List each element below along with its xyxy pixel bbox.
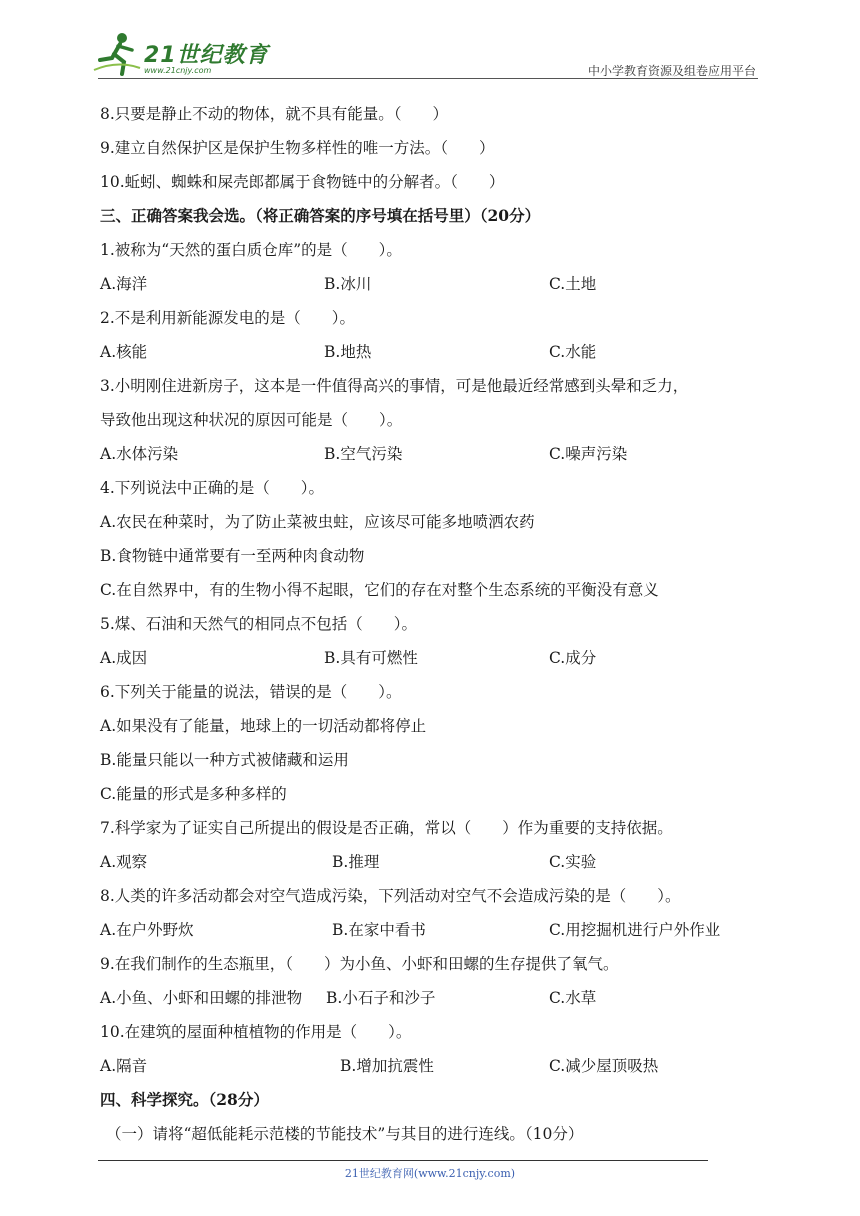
q1-option-b: B.冰川 [324,275,372,293]
q10-option-b: B.增加抗震性 [340,1057,434,1075]
judge-q9: 9.建立自然保护区是保护生物多样性的唯一方法。（ ） [100,139,495,157]
q3-option-a: A.水体污染 [100,445,179,463]
q9-stem: 9.在我们制作的生态瓶里，（ ）为小鱼、小虾和田螺的生存提供了氧气。 [100,955,619,973]
q7-option-a: A.观察 [100,853,148,871]
section-4-title: 四、科学探究。（28分） [100,1090,269,1109]
q4-stem: 4.下列说法中正确的是（ ）。 [100,479,325,497]
q3-stem-line1: 3.小明刚住进新房子，这本是一件值得高兴的事情，可是他最近经常感到头晕和乏力， [100,377,689,395]
q3-option-c: C.噪声污染 [549,445,628,463]
judge-q10: 10.蚯蚓、蜘蛛和屎壳郎都属于食物链中的分解者。（ ） [100,173,505,191]
q10-option-c: C.减少屋顶吸热 [549,1057,659,1075]
q4-option-a: A.农民在种菜时，为了防止菜被虫蛀，应该尽可能多地喷洒农药 [100,513,535,531]
q6-option-a: A.如果没有了能量，地球上的一切活动都将停止 [100,717,427,735]
section-3-title: 三、正确答案我会选。（将正确答案的序号填在括号里）（20分） [100,206,541,225]
q10-stem: 10.在建筑的屋面种植植物的作用是（ ）。 [100,1023,412,1041]
q2-option-b: B.地热 [324,343,372,361]
page-footer: 21世纪教育网(www.21cnjy.com) [344,1167,516,1180]
logo-url: www.21cnjy.com [144,66,212,75]
q9-option-b: B.小石子和沙子 [326,989,436,1007]
q5-option-a: A.成因 [100,649,148,667]
q5-stem: 5.煤、石油和天然气的相同点不包括（ ）。 [100,615,418,633]
q2-stem: 2.不是利用新能源发电的是（ ）。 [100,309,356,327]
section-4-sub1: （一）请将“超低能耗示范楼的节能技术”与其目的进行连线。（10分） [106,1125,584,1143]
q8-option-a: A.在户外野炊 [100,921,194,939]
q7-stem: 7.科学家为了证实自己所提出的假设是否正确，常以（ ）作为重要的支持依据。 [100,819,673,837]
q6-stem: 6.下列关于能量的说法，错误的是（ ）。 [100,683,402,701]
judge-q8: 8.只要是静止不动的物体，就不具有能量。（ ） [100,105,449,123]
q8-option-c: C.用挖掘机进行户外作业 [549,921,721,939]
footer-divider [98,1160,708,1161]
q1-stem: 1.被称为“天然的蛋白质仓库”的是（ ）。 [100,241,402,259]
q10-option-a: A.隔音 [100,1057,148,1075]
q9-option-c: C.水草 [549,989,597,1007]
q8-option-b: B.在家中看书 [332,921,426,939]
q7-option-b: B.推理 [332,853,380,871]
q7-option-c: C.实验 [549,853,597,871]
q5-option-b: B.具有可燃性 [324,649,418,667]
header-divider [98,78,758,79]
q1-option-a: A.海洋 [100,275,148,293]
logo-text: 21世纪教育 [144,43,269,68]
q3-option-b: B.空气污染 [324,445,403,463]
q9-option-a: A.小鱼、小虾和田螺的排泄物 [100,989,303,1007]
q1-option-c: C.土地 [549,275,597,293]
q2-option-c: C.水能 [549,343,597,361]
q3-stem-line2: 导致他出现这种状况的原因可能是（ ）。 [100,411,403,429]
runner-logo-icon [92,30,142,76]
page-header [0,0,860,80]
q8-stem: 8.人类的许多活动都会对空气造成污染，下列活动对空气不会造成污染的是（ ）。 [100,887,681,905]
q6-option-b: B.能量只能以一种方式被储藏和运用 [100,751,349,769]
q5-option-c: C.成分 [549,649,597,667]
q2-option-a: A.核能 [100,343,148,361]
header-tagline: 中小学教育资源及组卷应用平台 [587,64,756,78]
site-logo [92,30,272,80]
q4-option-c: C.在自然界中，有的生物小得不起眼，它们的存在对整个生态系统的平衡没有意义 [100,581,659,599]
q6-option-c: C.能量的形式是多种多样的 [100,785,287,803]
q4-option-b: B.食物链中通常要有一至两种肉食动物 [100,547,365,565]
